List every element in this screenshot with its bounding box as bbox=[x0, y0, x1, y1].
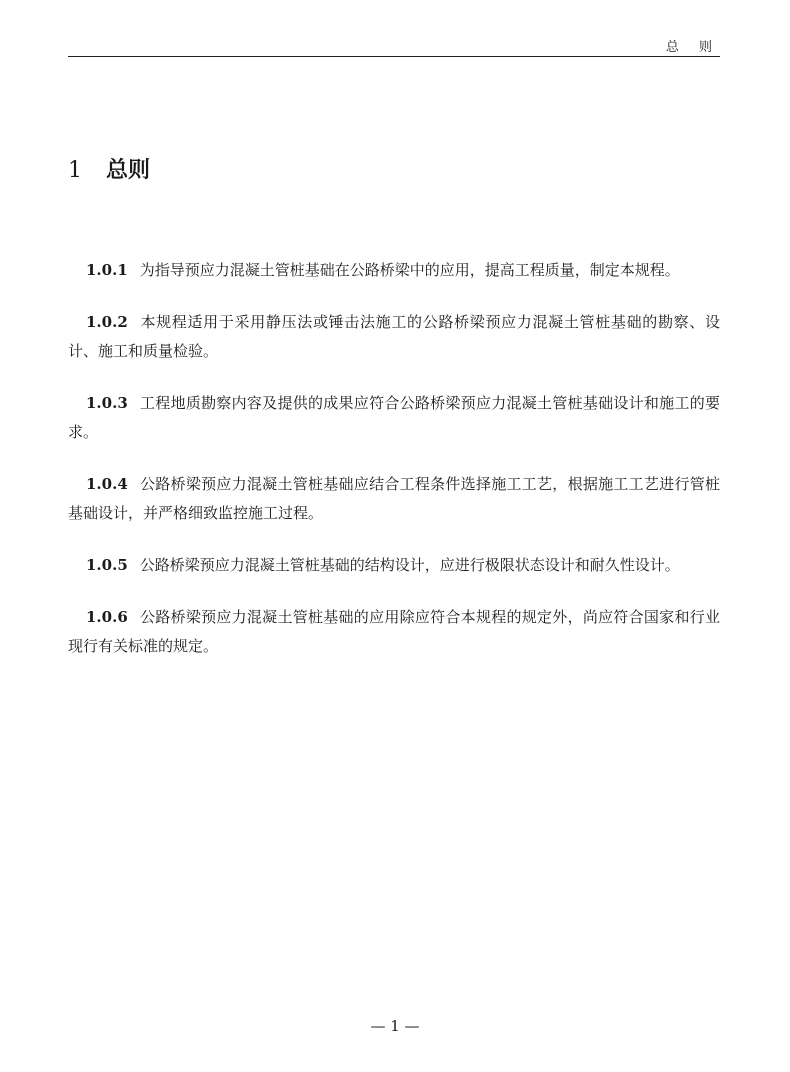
running-header-title: 总 则 bbox=[665, 40, 720, 55]
chapter-number: 1 bbox=[68, 158, 82, 183]
clause-1-0-4 bbox=[68, 470, 720, 528]
clause-number: 1.0.3 bbox=[86, 394, 128, 412]
chapter-title: 总则 bbox=[106, 158, 151, 183]
clause-text: 公路桥梁预应力混凝土管桩基础的结构设计，应进行极限状态设计和耐久性设计。 bbox=[139, 556, 680, 574]
running-header bbox=[68, 36, 720, 57]
page-number: — 1 — bbox=[370, 1017, 420, 1035]
clause-1-0-1 bbox=[68, 256, 720, 285]
clause-1-0-6 bbox=[68, 603, 720, 661]
clause-number: 1.0.5 bbox=[86, 556, 128, 574]
clause-1-0-5 bbox=[68, 551, 720, 580]
clause-text: 为指导预应力混凝土管桩基础在公路桥梁中的应用，提高工程质量，制定本规程。 bbox=[139, 261, 680, 279]
clause-1-0-3 bbox=[68, 389, 720, 447]
clause-text: 工程地质勘察内容及提供的成果应符合公路桥梁预应力混凝土管桩基础设计和施工的要求。 bbox=[68, 394, 720, 441]
clause-number: 1.0.2 bbox=[86, 313, 128, 331]
clause-number: 1.0.4 bbox=[86, 475, 128, 493]
clause-text: 公路桥梁预应力混凝土管桩基础应结合工程条件选择施工工艺，根据施工工艺进行管桩基础设计，并严格细致监控施工过程。 bbox=[68, 475, 720, 522]
clause-text: 公路桥梁预应力混凝土管桩基础的应用除应符合本规程的规定外，尚应符合国家和行业现行有关标准的规定。 bbox=[68, 608, 720, 655]
clause-1-0-2 bbox=[68, 308, 720, 366]
clause-list bbox=[68, 256, 720, 684]
clause-text: 本规程适用于采用静压法或锤击法施工的公路桥梁预应力混凝土管桩基础的勘察、设计、施工和质量检验。 bbox=[68, 313, 720, 360]
chapter-heading bbox=[68, 153, 150, 184]
clause-number: 1.0.6 bbox=[86, 608, 128, 626]
clause-number: 1.0.1 bbox=[86, 261, 128, 279]
